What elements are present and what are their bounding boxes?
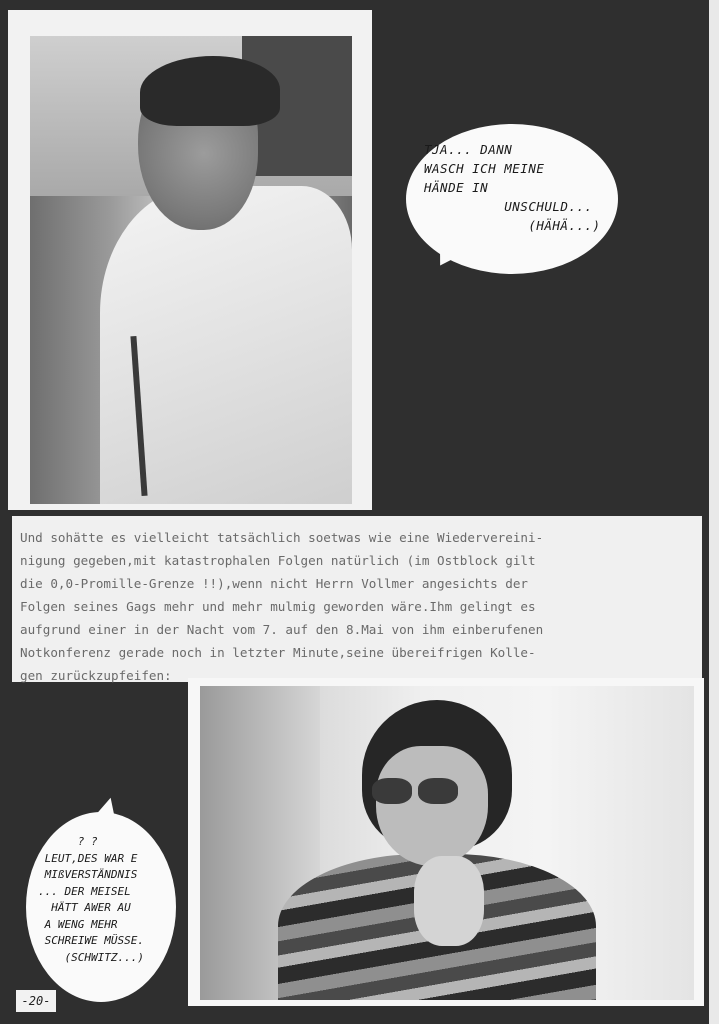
speech-bubble-top — [406, 124, 618, 274]
photo-image — [30, 36, 352, 504]
typed-text-block — [12, 516, 702, 682]
photo-image — [200, 686, 694, 1000]
typed-text: Und sohätte es vielleicht tatsächlich soetwas wie eine Wiedervereini- nigung gegeben,mit katastrophalen Folgen natürlich (im Ostblock gilt die 0,0-Promille-Grenze !!),wenn nicht Herrn Vollmer angesichts der Folgen seines Gags mehr und mehr mulmig geworden wäre.Ihm gelingt es aufgrund einer in der Nacht vom 7. auf den 8.Mai von ihm einberufenen Notkonferenz gerade noch in letzter Minute,seine übereifrigen Kolle- gen zurückzupfeifen: — [20, 530, 544, 683]
page-number: -20- — [16, 990, 56, 1012]
page-edge — [709, 0, 719, 1024]
speech-bubble-top-text: TJA... DANN WASCH ICH MEINE HÄNDE IN UNSCHULD... (HÄHÄ...) — [424, 142, 601, 233]
speech-bubble-bottom-text: ? ? LEUT,DES WAR E MIßVERSTÄNDNIS ... DER MEISEL HÄTT AWER AU A WENG MEHR SCHREIWE MÜSSE. (SCHWITZ...) — [38, 835, 144, 964]
photo-man-profile — [8, 10, 372, 510]
photo-man-glasses — [188, 678, 704, 1006]
sunglasses-icon — [368, 778, 464, 806]
speech-bubble-bottom — [26, 812, 176, 1002]
